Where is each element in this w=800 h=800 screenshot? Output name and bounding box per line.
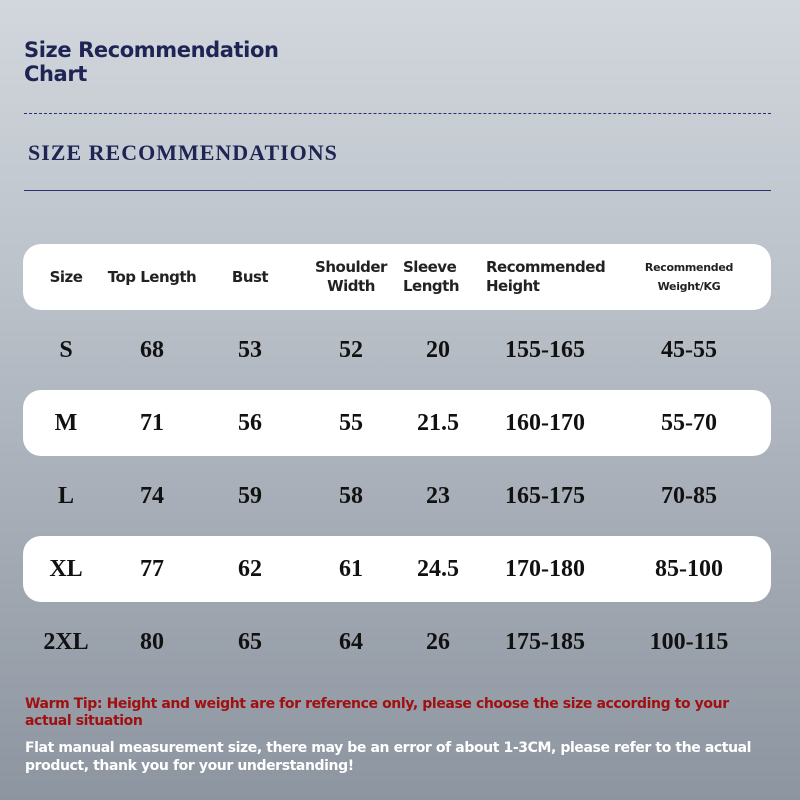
cell-top-length: 80 [140, 628, 164, 655]
cell-shoulder-width: 64 [339, 628, 363, 655]
cell-recommended-height: 170-180 [505, 555, 585, 582]
table-row [23, 609, 771, 675]
cell-recommended-height: 160-170 [505, 409, 585, 436]
cell-recommended-height: 175-185 [505, 628, 585, 655]
cell-shoulder-width: 58 [339, 482, 363, 509]
cell-recommended-weight: 100-115 [649, 628, 729, 655]
dashed-divider [24, 113, 771, 114]
cell-sleeve-length: 24.5 [417, 555, 459, 582]
cell-bust: 62 [238, 555, 262, 582]
cell-recommended-height: 165-175 [505, 482, 585, 509]
solid-divider [24, 190, 771, 191]
section-heading: SIZE RECOMMENDATIONS [28, 140, 338, 165]
cell-top-length: 68 [140, 336, 164, 363]
cell-recommended-weight: 55-70 [661, 409, 717, 436]
cell-size: S [59, 336, 73, 363]
header-shoulder-width: Shoulder Width [315, 258, 387, 295]
cell-bust: 53 [238, 336, 262, 363]
cell-size: L [57, 482, 74, 509]
table-row [23, 536, 771, 602]
page-title: Size Recommendation Chart [24, 38, 279, 86]
header-sleeve-length: Sleeve Length [403, 258, 459, 295]
cell-recommended-weight: 70-85 [661, 482, 717, 509]
cell-shoulder-width: 55 [339, 409, 363, 436]
cell-size: XL [49, 555, 83, 582]
header-recommended-weight: Recommended Weight/KG [644, 261, 734, 293]
header-size: Size [49, 267, 83, 286]
cell-sleeve-length: 21.5 [417, 409, 459, 436]
table-row [23, 390, 771, 456]
header-bust: Bust [231, 267, 269, 286]
cell-sleeve-length: 26 [426, 628, 450, 655]
cell-top-length: 71 [140, 409, 164, 436]
cell-top-length: 77 [140, 555, 164, 582]
cell-recommended-height: 155-165 [505, 336, 585, 363]
cell-bust: 59 [238, 482, 262, 509]
cell-bust: 56 [238, 409, 262, 436]
table-header-row [23, 244, 771, 310]
cell-recommended-weight: 45-55 [661, 336, 717, 363]
cell-sleeve-length: 23 [426, 482, 450, 509]
warm-tip-text: Warm Tip: Height and weight are for reference only, please choose the size according to your actual situation [25, 696, 729, 729]
cell-top-length: 74 [140, 482, 164, 509]
size-table [23, 244, 771, 682]
cell-recommended-weight: 85-100 [655, 555, 723, 582]
header-top-length: Top Length [107, 267, 197, 286]
table-row [23, 317, 771, 383]
measurement-note: Flat manual measurement size, there may be an error of about 1-3CM, please refer to the actual product, thank you for your understanding! [25, 740, 752, 774]
table-row [23, 463, 771, 529]
cell-bust: 65 [238, 628, 262, 655]
cell-size: M [54, 409, 78, 436]
cell-size: 2XL [43, 628, 89, 655]
header-recommended-height: Recommended Height [486, 258, 606, 295]
cell-shoulder-width: 61 [339, 555, 363, 582]
cell-sleeve-length: 20 [426, 336, 450, 363]
cell-shoulder-width: 52 [339, 336, 363, 363]
